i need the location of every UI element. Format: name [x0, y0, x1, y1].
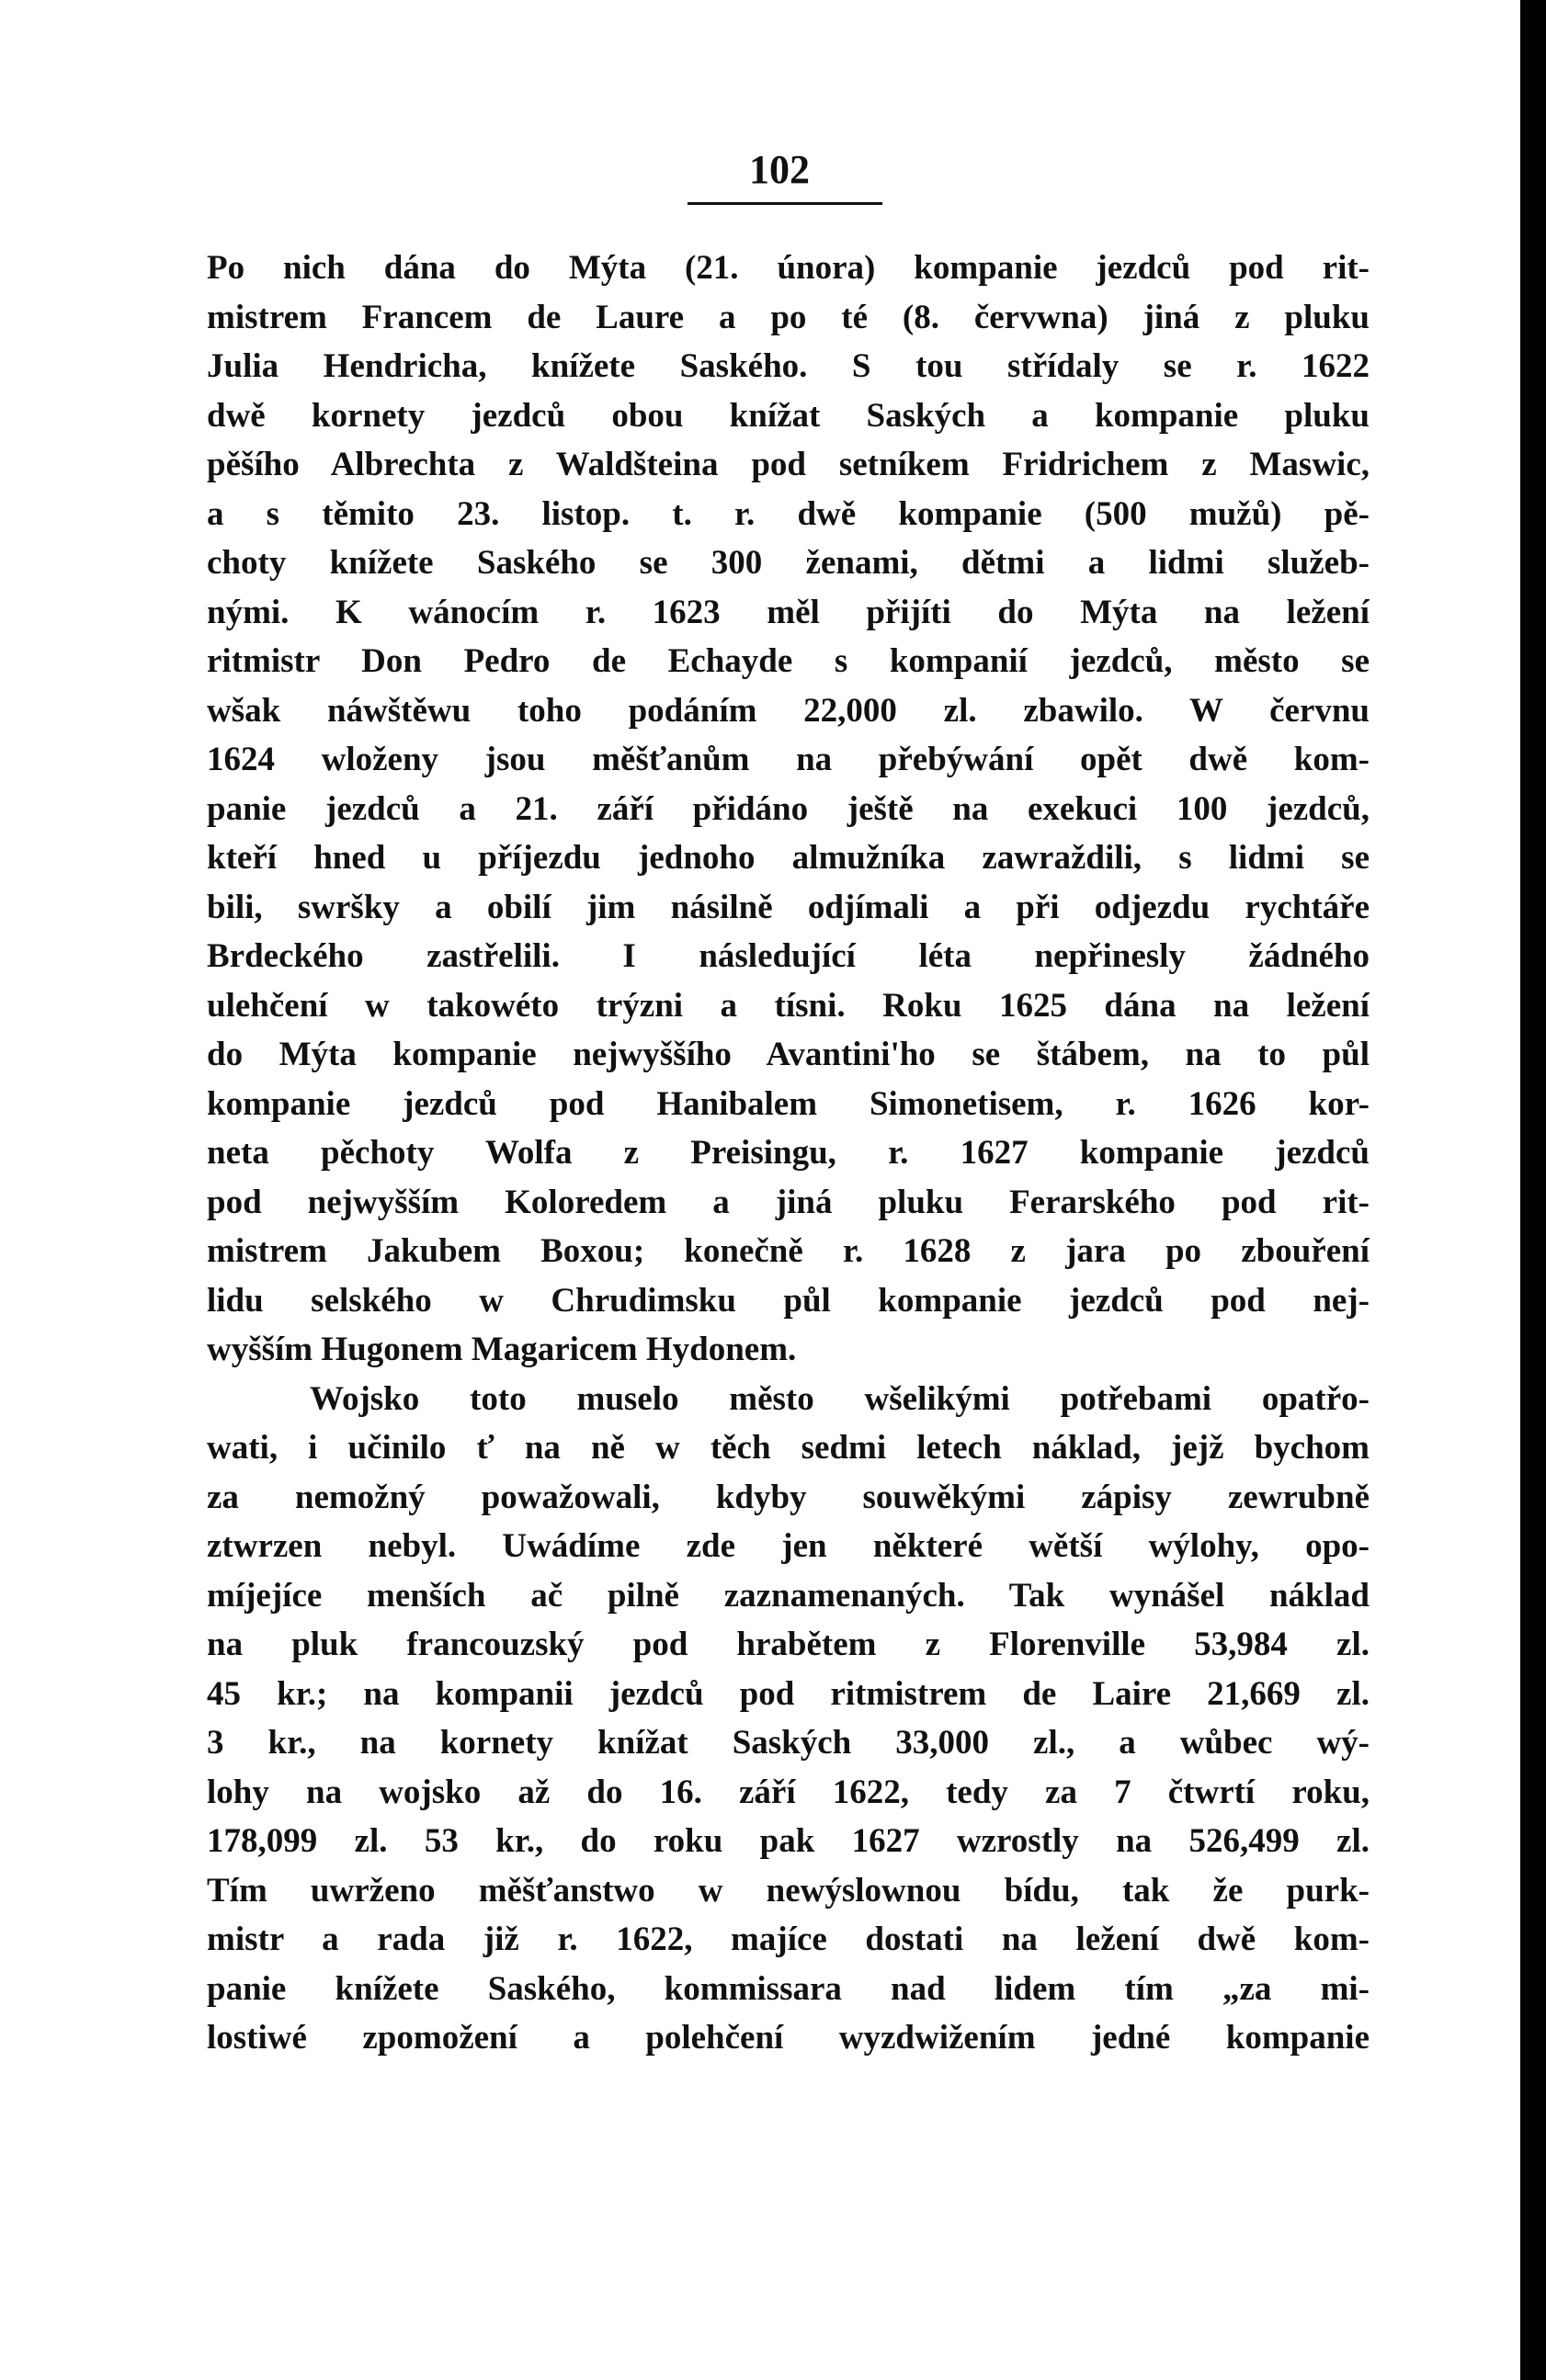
text-line: Brdeckého zastřelili. I následující léta nepřinesly žádného: [207, 937, 1370, 975]
text-line: nými. K wánocím r. 1623 měl přijíti do Mýta na ležení: [207, 593, 1370, 631]
text-line: a s těmito 23. listop. t. r. dwě kompanie (500 mužů) pě-: [207, 494, 1370, 533]
page-number: 102: [749, 147, 810, 192]
text-line: bili, swršky a obilí jim násilně odjímali a při odjezdu rychtáře: [207, 888, 1370, 926]
text-line: wati, i učinilo ť na ně w těch sedmi letech náklad, jejž bychom: [207, 1429, 1370, 1467]
text-line: mistrem Francem de Laure a po té (8. červwna) jiná z pluku: [207, 298, 1370, 336]
text-line: panie knížete Saského, kommissara nad lidem tím „za mi-: [207, 1969, 1370, 2008]
text-line: 1624 wloženy jsou měšťanům na přebýwání opět dwě kom-: [207, 741, 1370, 778]
paragraph-1: [207, 244, 1370, 1375]
scan-edge-bar: [1520, 0, 1546, 2380]
text-line: mistr a rada již r. 1622, majíce dostati na ležení dwě kom-: [207, 1921, 1370, 1958]
text-line: Po nich dána do Mýta (21. února) kompanie jezdců pod rit-: [207, 249, 1370, 287]
text-line: Wojsko toto muselo město wšelikými potřebami opatřo-: [310, 1379, 1370, 1418]
text-line: ztwrzen nebyl. Uwádíme zde jen některé wětší wýlohy, opo-: [207, 1527, 1370, 1565]
text-line: do Mýta kompanie nejwyššího Avantini'ho se štábem, na to půl: [207, 1036, 1370, 1073]
text-line: dwě kornety jezdců obou knížat Saských a kompanie pluku: [207, 396, 1370, 435]
text-line: choty knížete Saského se 300 ženami, dětmi a lidmi služeb-: [207, 544, 1370, 582]
text-line: Tím uwrženo měšťanstwo w newýslownou bídu, tak že purk-: [207, 1871, 1370, 1910]
text-line: kompanie jezdců pod Hanibalem Simonetisem, r. 1626 kor-: [207, 1084, 1370, 1123]
text-line: neta pěchoty Wolfa z Preisingu, r. 1627 kompanie jezdců: [207, 1134, 1370, 1172]
text-line: ritmistr Don Pedro de Echayde s kompanií jezdců, město se: [207, 642, 1370, 680]
text-line: mistrem Jakubem Boxou; konečně r. 1628 z jara po zbouření: [207, 1232, 1370, 1270]
text-line: pod nejwyšším Koloredem a jiná pluku Ferarského pod rit-: [207, 1183, 1370, 1221]
text-line: lohy na wojsko až do 16. září 1622, tedy za 7 čtwrtí roku,: [207, 1773, 1370, 1811]
text-line: 178,099 zl. 53 kr., do roku pak 1627 wzrostly na 526,499 zl.: [207, 1822, 1370, 1860]
text-line: wyšším Hugonem Magaricem Hydonem.: [207, 1331, 797, 1368]
paragraph-2: [207, 1375, 1370, 2063]
text-line: lostiwé zpomožení a polehčení wyzdwižením jedné kompanie: [207, 2019, 1370, 2057]
text-line: lidu selského w Chrudimsku půl kompanie jezdců pod nej-: [207, 1281, 1370, 1320]
text-line: na pluk francouzský pod hrabětem z Florenville 53,984 zl.: [207, 1626, 1370, 1663]
text-line: 3 kr., na kornety knížat Saských 33,000 zl., a wůbec wý-: [207, 1724, 1370, 1762]
text-line: míjejíce menších ač pilně zaznamenaných. Tak wynášel náklad: [207, 1576, 1370, 1615]
text-line: za nemožný powažowali, kdyby souwěkými zápisy zewrubně: [207, 1478, 1370, 1516]
text-line: ulehčení w takowéto trýzni a tísni. Roku 1625 dána na ležení: [207, 986, 1370, 1025]
text-line: wšak náwštěwu toho podáním 22,000 zl. zbawilo. W červnu: [207, 691, 1370, 730]
text-line: kteří hned u příjezdu jednoho almužníka zawraždili, s lidmi se: [207, 839, 1370, 877]
page-number-rule: [688, 202, 882, 205]
body-text: [207, 244, 1370, 2063]
text-line: pěšího Albrechta z Waldšteina pod setníkem Fridrichem z Maswic,: [207, 446, 1370, 483]
text-line: 45 kr.; na kompanii jezdců pod ritmistrem de Laire 21,669 zl.: [207, 1674, 1370, 1713]
text-line: panie jezdců a 21. září přidáno ještě na exekuci 100 jezdců,: [207, 789, 1370, 828]
text-line: Julia Hendricha, knížete Saského. S tou střídaly se r. 1622: [207, 347, 1370, 385]
